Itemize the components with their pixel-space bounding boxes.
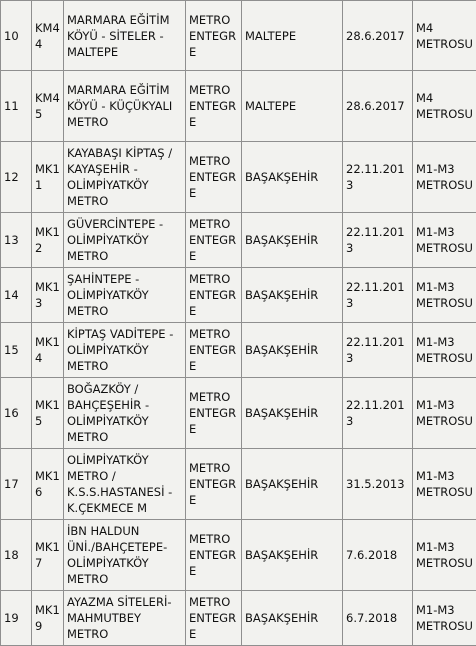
route-type: METRO ENTEGRE bbox=[186, 71, 242, 142]
route-type: METRO ENTEGRE bbox=[186, 268, 242, 323]
route-code: MK15 bbox=[32, 378, 64, 449]
district: MALTEPE bbox=[242, 1, 343, 71]
start-date: 7.6.2018 bbox=[343, 520, 413, 591]
route-type: METRO ENTEGRE bbox=[186, 213, 242, 268]
start-date: 22.11.2013 bbox=[343, 378, 413, 449]
metro-line: M4 METROSU bbox=[413, 1, 476, 71]
route-name: BOĞAZKÖY / BAHÇEŞEHİR - OLİMPİYATKÖY METRO bbox=[64, 378, 186, 449]
start-date: 22.11.2013 bbox=[343, 213, 413, 268]
district: BAŞAKŞEHİR bbox=[242, 591, 343, 646]
metro-line: M4 METROSU bbox=[413, 71, 476, 142]
metro-line: M1-M3 METROSU bbox=[413, 213, 476, 268]
route-name: AYAZMA SİTELERİ-MAHMUTBEY METRO bbox=[64, 591, 186, 646]
start-date: 22.11.2013 bbox=[343, 268, 413, 323]
table-row bbox=[1, 520, 476, 591]
district: BAŞAKŞEHİR bbox=[242, 213, 343, 268]
row-number: 10 bbox=[1, 1, 32, 71]
route-code: MK19 bbox=[32, 591, 64, 646]
row-number: 13 bbox=[1, 213, 32, 268]
row-number: 14 bbox=[1, 268, 32, 323]
route-name: MARMARA EĞİTİM KÖYÜ - SİTELER - MALTEPE bbox=[64, 1, 186, 71]
start-date: 22.11.2013 bbox=[343, 142, 413, 213]
route-name: GÜVERCİNTEPE - OLİMPİYATKÖY METRO bbox=[64, 213, 186, 268]
table-row bbox=[1, 323, 476, 378]
route-code: KM44 bbox=[32, 1, 64, 71]
start-date: 28.6.2017 bbox=[343, 71, 413, 142]
route-type: METRO ENTEGRE bbox=[186, 1, 242, 71]
route-code: MK12 bbox=[32, 213, 64, 268]
table-row bbox=[1, 378, 476, 449]
route-type: METRO ENTEGRE bbox=[186, 142, 242, 213]
route-name: İBN HALDUN ÜNİ./BAHÇETEPE-OLİMPİYATKÖY METRO bbox=[64, 520, 186, 591]
table-row bbox=[1, 142, 476, 213]
start-date: 22.11.2013 bbox=[343, 323, 413, 378]
row-number: 19 bbox=[1, 591, 32, 646]
route-type: METRO ENTEGRE bbox=[186, 378, 242, 449]
metro-line: M1-M3 METROSU bbox=[413, 591, 476, 646]
table-row bbox=[1, 71, 476, 142]
metro-line: M1-M3 METROSU bbox=[413, 142, 476, 213]
district: BAŞAKŞEHİR bbox=[242, 378, 343, 449]
route-type: METRO ENTEGRE bbox=[186, 520, 242, 591]
table-row bbox=[1, 449, 476, 520]
metro-line: M1-M3 METROSU bbox=[413, 378, 476, 449]
route-name: ŞAHİNTEPE - OLİMPİYATKÖY METRO bbox=[64, 268, 186, 323]
route-code: MK17 bbox=[32, 520, 64, 591]
district: BAŞAKŞEHİR bbox=[242, 268, 343, 323]
row-number: 12 bbox=[1, 142, 32, 213]
route-name: OLİMPİYATKÖY METRO / K.S.S.HASTANESİ - K.ÇEKMECE M bbox=[64, 449, 186, 520]
table-row bbox=[1, 213, 476, 268]
district: BAŞAKŞEHİR bbox=[242, 142, 343, 213]
table-row bbox=[1, 591, 476, 646]
route-type: METRO ENTEGRE bbox=[186, 449, 242, 520]
table-row bbox=[1, 268, 476, 323]
route-name: KİPTAŞ VADİTEPE - OLİMPİYATKÖY METRO bbox=[64, 323, 186, 378]
district: BAŞAKŞEHİR bbox=[242, 520, 343, 591]
metro-line: M1-M3 METROSU bbox=[413, 323, 476, 378]
route-code: MK13 bbox=[32, 268, 64, 323]
row-number: 11 bbox=[1, 71, 32, 142]
row-number: 18 bbox=[1, 520, 32, 591]
route-type: METRO ENTEGRE bbox=[186, 323, 242, 378]
metro-line: M1-M3 METROSU bbox=[413, 520, 476, 591]
route-name: KAYABAŞI KİPTAŞ / KAYAŞEHİR - OLİMPİYATKÖY METRO bbox=[64, 142, 186, 213]
start-date: 6.7.2018 bbox=[343, 591, 413, 646]
route-name: MARMARA EĞİTİM KÖYÜ - KÜÇÜKYALI METRO bbox=[64, 71, 186, 142]
route-code: MK16 bbox=[32, 449, 64, 520]
metro-line: M1-M3 METROSU bbox=[413, 449, 476, 520]
route-code: KM45 bbox=[32, 71, 64, 142]
routes-table-body bbox=[1, 1, 476, 646]
row-number: 15 bbox=[1, 323, 32, 378]
route-code: MK11 bbox=[32, 142, 64, 213]
metro-line: M1-M3 METROSU bbox=[413, 268, 476, 323]
start-date: 31.5.2013 bbox=[343, 449, 413, 520]
table-row bbox=[1, 1, 476, 71]
route-type: METRO ENTEGRE bbox=[186, 591, 242, 646]
district: BAŞAKŞEHİR bbox=[242, 323, 343, 378]
start-date: 28.6.2017 bbox=[343, 1, 413, 71]
row-number: 16 bbox=[1, 378, 32, 449]
route-code: MK14 bbox=[32, 323, 64, 378]
row-number: 17 bbox=[1, 449, 32, 520]
district: BAŞAKŞEHİR bbox=[242, 449, 343, 520]
district: MALTEPE bbox=[242, 71, 343, 142]
